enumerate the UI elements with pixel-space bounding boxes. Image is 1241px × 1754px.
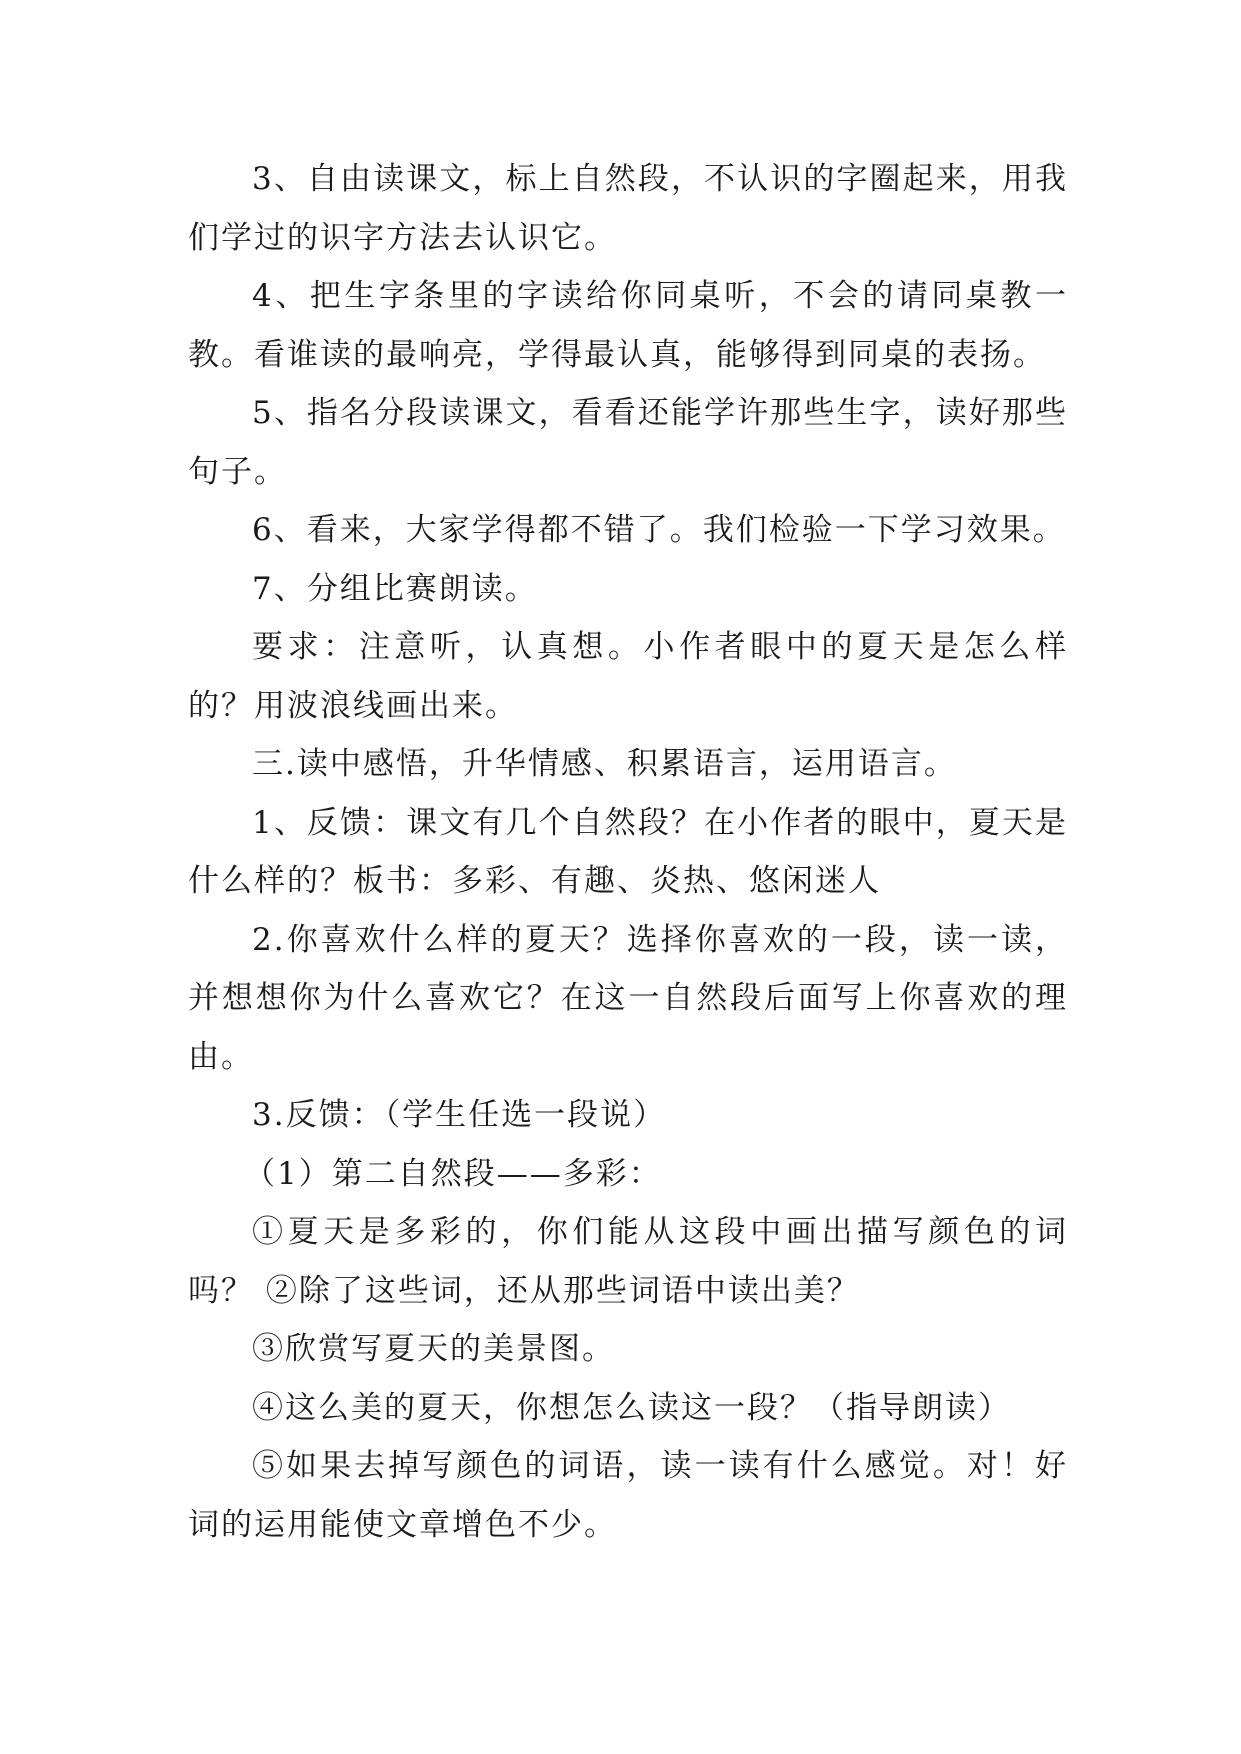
paragraph-item-5: ⑤如果去掉写颜色的词语，读一读有什么感觉。对！好词的运用能使文章增色不少。 xyxy=(188,1448,1068,1543)
paragraph-sub-1: （1）第二自然段——多彩： xyxy=(244,1155,662,1192)
section-heading-3: 三.读中感悟，升华情感、积累语言，运用语言。 xyxy=(252,746,957,782)
paragraph-feedback-3: 3.反馈：（学生任选一段说） xyxy=(252,1097,667,1133)
paragraph-step-5: 5、指名分段读课文，看看还能学许那些生字，读好那些句子。 xyxy=(188,395,1068,490)
paragraph-requirement: 要求：注意听，认真想。小作者眼中的夏天是怎么样的？用波浪线画出来。 xyxy=(188,629,1068,724)
paragraph-item-4: ④这么美的夏天，你想怎么读这一段？（指导朗读） xyxy=(252,1389,1011,1426)
paragraph-feedback-1: 1、反馈：课文有几个自然段？在小作者的眼中，夏天是什么样的？板书：多彩、有趣、炎热、悠闲迷人 xyxy=(188,804,1068,899)
paragraph-item-3: ③欣赏写夏天的美景图。 xyxy=(252,1331,615,1367)
paragraph-step-3: 3、自由读课文，标上自然段，不认识的字圈起来，用我们学过的识字方法去认识它。 xyxy=(188,161,1068,256)
document-page xyxy=(188,150,1068,1554)
paragraph-item-1-2: ①夏天是多彩的，你们能从这段中画出描写颜色的词吗？ ②除了这些词，还从那些词语中读出美？ xyxy=(188,1214,1068,1309)
paragraph-step-6: 6、看来，大家学得都不错了。我们检验一下学习效果。 xyxy=(252,512,1066,548)
paragraph-step-7: 7、分组比赛朗读。 xyxy=(252,570,538,607)
paragraph-step-4: 4、把生字条里的字读给你同桌听，不会的请同桌教一教。看谁读的最响亮，学得最认真，能够得到同桌的表扬。 xyxy=(188,278,1068,373)
paragraph-question-2: 2.你喜欢什么样的夏天？选择你喜欢的一段，读一读，并想想你为什么喜欢它？在这一自然段后面写上你喜欢的理由。 xyxy=(188,921,1068,1075)
